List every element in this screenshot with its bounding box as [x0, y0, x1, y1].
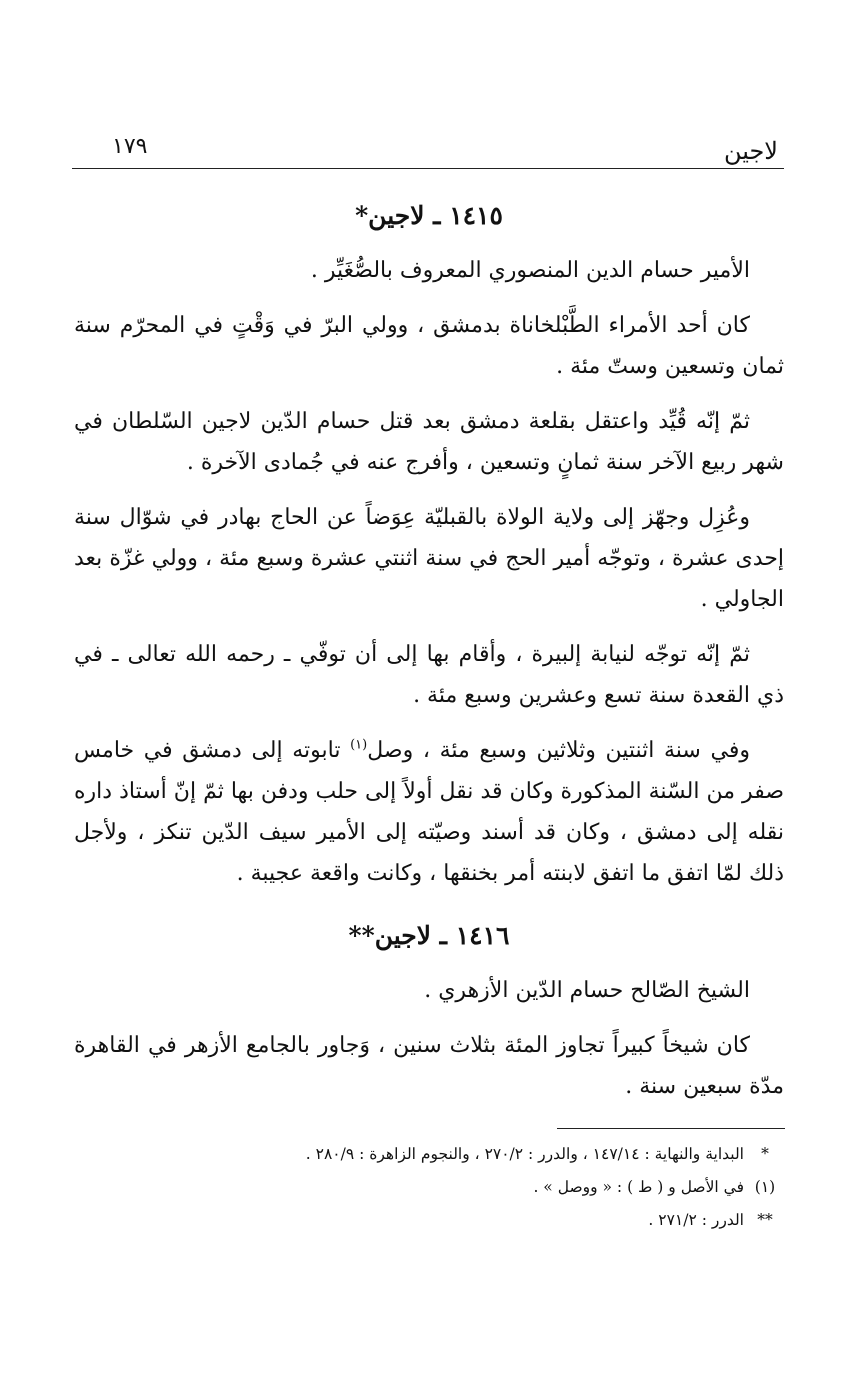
footnote-reference-1: (١) [350, 737, 368, 753]
page-body [74, 196, 784, 1121]
footnote-item [74, 1138, 786, 1171]
footnote-text: في الأصل و ( ط ) : « ووصل » . [533, 1178, 744, 1196]
entry-1415-paragraph: ثمّ إنّه قُيِّد واعتقل بقلعة دمشق بعد قتل حسام الدّين لاجين السّلطان في شهر ربيع الآخر سنة ثمانٍ وتسعين ، وأفرج عنه في جُمادى الآخرة . [74, 409, 784, 475]
running-head [72, 134, 784, 169]
footnotes [74, 1138, 786, 1237]
entry-1415-paragraph: ثمّ إنّه توجّه لنيابة إلبيرة ، وأقام بها إلى أن توفّي ـ رحمه الله تعالى ـ في ذي القعدة سنة تسع وعشرين وسبع مئة . [74, 642, 784, 708]
footnote-item [74, 1171, 786, 1204]
entry-1415-paragraph: الأمير حسام الدين المنصوري المعروف بالصُّغَيِّر . [310, 258, 750, 283]
entry-heading-1415: ١٤١٥ ـ لاجين* [355, 201, 503, 230]
entry-1415-paragraph-with-footnote [74, 730, 784, 894]
footnote-mark: ** [757, 1211, 773, 1229]
paragraph-text-after-ref: تابوته إلى دمشق في خامس صفر من السّنة المذكورة وكان قد نقل أولاً إلى حلب ودفن بها ثمّ إنّ أستاذ داره نقله إلى دمشق ، وكان قد أسند وصيّته إلى الأمير سيف الدّين تنكز ، ولأجل ذلك لمّا اتفق ما اتفق لابنته أمر بخنقها ، وكانت واقعة عجيبة . [74, 738, 784, 886]
entry-1416-paragraph: الشيخ الصّالح حسام الدّين الأزهري . [424, 978, 750, 1003]
entry-1415-paragraph: وعُزِل وجهّز إلى ولاية الولاة بالقبليّة عِوَضاً عن الحاج بهادر في شوّال سنة إحدى عشرة ، وتوجّه أمير الحج في سنة اثنتي عشرة وسبع مئة ، وولي غزّة بعد الجاولي . [74, 505, 784, 612]
footnote-text: الدرر : ٢٧١/٢ . [648, 1211, 744, 1229]
running-title: لاجين [723, 137, 778, 165]
entry-1416-paragraph: كان شيخاً كبيراً تجاوز المئة بثلاث سنين ، وَجاور بالجامع الأزهر في القاهرة مدّة سبعين سنة . [74, 1033, 784, 1099]
footnote-item [74, 1204, 786, 1237]
footnote-mark: (١) [754, 1178, 776, 1196]
entry-1415-paragraph: كان أحد الأمراء الطَّبْلخاناة بدمشق ، وولي البرّ في وَقْتٍ في المحرّم سنة ثمان وتسعين وستّ مئة . [74, 313, 784, 379]
footnote-mark: * [761, 1145, 769, 1163]
entry-heading-1416: ١٤١٦ ـ لاجين** [348, 921, 510, 950]
paragraph-text-before-ref: وفي سنة اثنتين وثلاثين وسبع مئة ، وصل [367, 738, 750, 763]
footnote-divider [557, 1128, 785, 1129]
footnote-text: البداية والنهاية : ١٤٧/١٤ ، والدرر : ٢٧٠/٢ ، والنجوم الزاهرة : ٢٨٠/٩ . [305, 1145, 744, 1163]
page-number: ١٧٩ [112, 134, 148, 159]
